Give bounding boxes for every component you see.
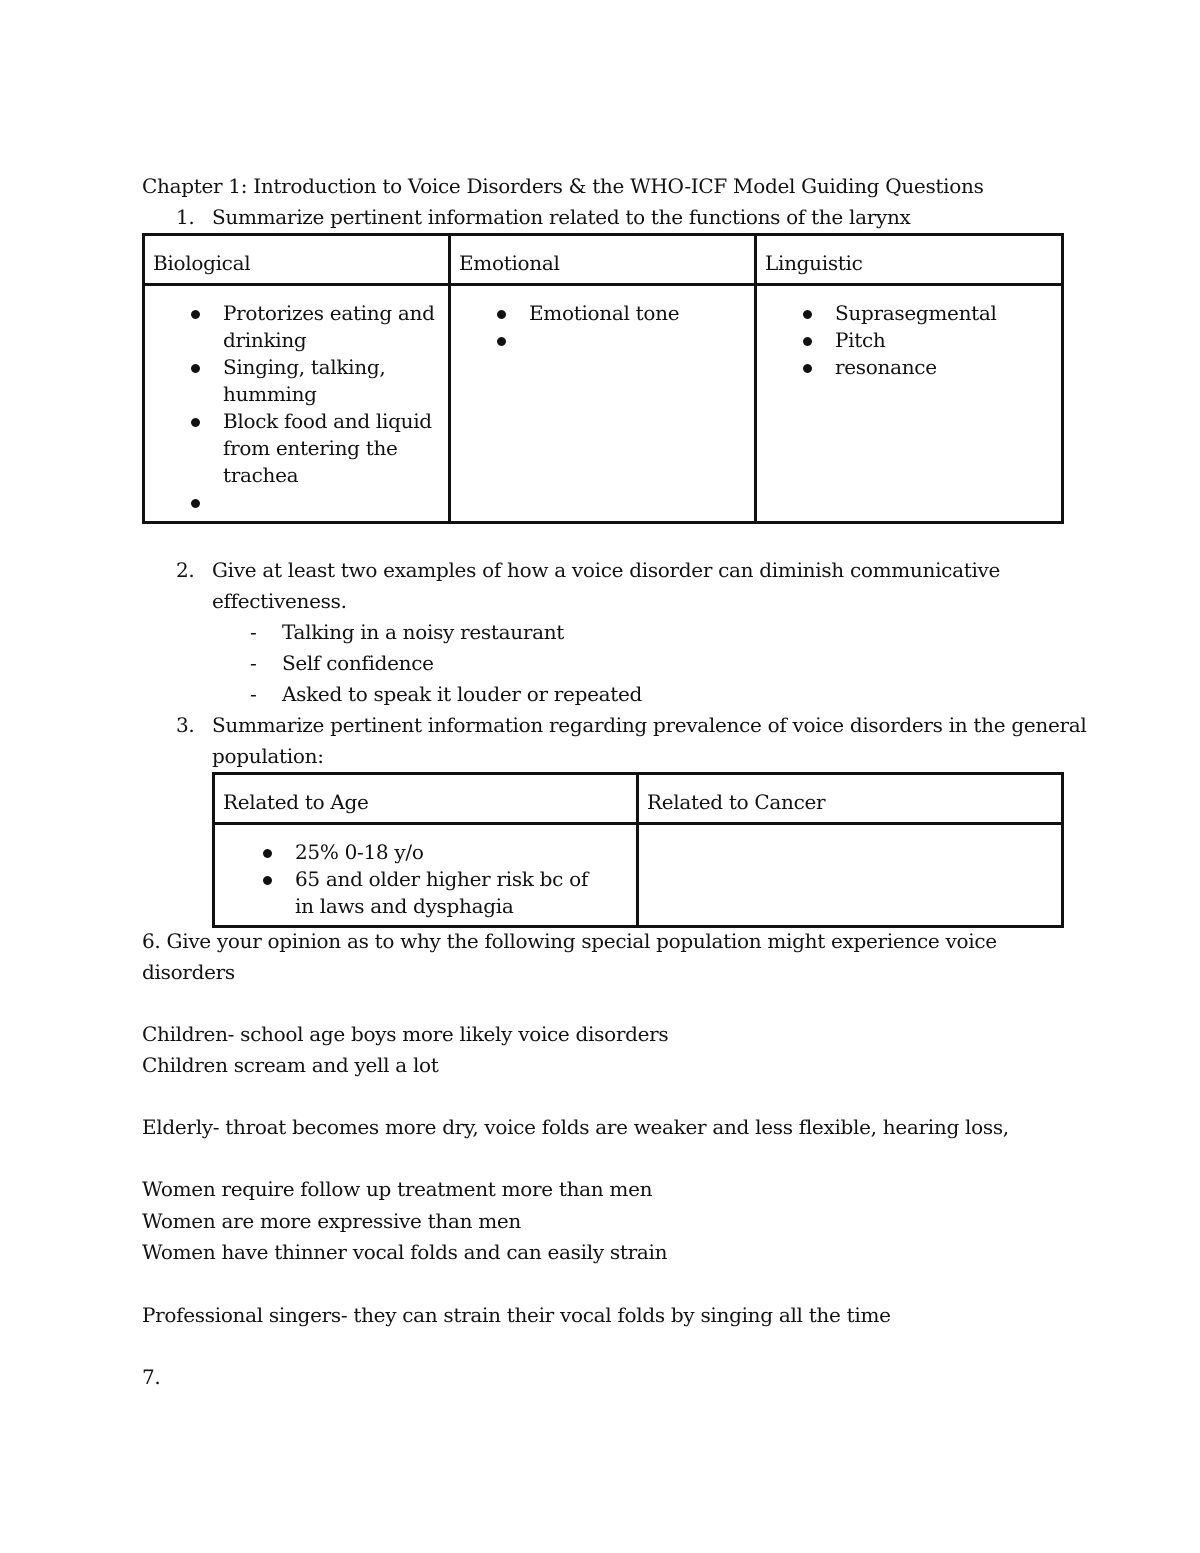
question-3-number: 3.	[176, 713, 195, 737]
header-emotional: Emotional	[450, 235, 756, 285]
linguistic-cell	[756, 285, 1063, 523]
header-related-to-cancer: Related to Cancer	[638, 774, 1063, 824]
bullet-icon	[191, 310, 200, 319]
dash-icon: -	[250, 682, 257, 706]
question-3-line-1: Summarize pertinent information regarding prevalence of voice disorders in the general	[212, 713, 1087, 737]
question-3-line-2: population:	[212, 744, 324, 768]
list-item: 65 and older higher risk bc of in laws and dysphagia	[215, 866, 606, 920]
list-item: Singing, talking, humming	[145, 354, 448, 408]
women-line-2: Women are more expressive than men	[142, 1209, 522, 1233]
bullet-icon	[191, 364, 200, 373]
question-7-number: 7.	[142, 1365, 161, 1389]
page-title: Chapter 1: Introduction to Voice Disorders & the WHO-ICF Model Guiding Questions	[142, 174, 984, 198]
age-cell	[214, 824, 638, 927]
biological-cell	[144, 285, 450, 523]
list-item: Suprasegmental	[757, 300, 1061, 327]
cancer-cell	[638, 824, 1063, 927]
list-item	[145, 489, 448, 516]
header-linguistic: Linguistic	[756, 235, 1063, 285]
prevalence-table	[212, 772, 1064, 928]
question-1-text: Summarize pertinent information related to the functions of the larynx	[212, 205, 911, 229]
list-item: Block food and liquid from entering the trachea	[145, 408, 448, 489]
emotional-cell	[450, 285, 756, 523]
header-biological: Biological	[144, 235, 450, 285]
dash-icon: -	[250, 620, 257, 644]
answer-item: Talking in a noisy restaurant	[282, 620, 565, 644]
bullet-icon	[497, 310, 506, 319]
list-item: resonance	[757, 354, 1061, 381]
list-item: Protorizes eating and drinking	[145, 300, 448, 354]
children-line-1: Children- school age boys more likely voice disorders	[142, 1022, 669, 1046]
bullet-icon	[191, 418, 200, 427]
bullet-icon	[263, 849, 272, 858]
question-2-line-1: Give at least two examples of how a voice disorder can diminish communicative	[212, 558, 1001, 582]
question-6-line-2: disorders	[142, 960, 235, 984]
list-item: 25% 0-18 y/o	[215, 839, 606, 866]
answer-item: Self confidence	[282, 651, 434, 675]
bullet-icon	[263, 876, 272, 885]
larynx-functions-table	[142, 233, 1064, 524]
bullet-icon	[803, 337, 812, 346]
elderly-line: Elderly- throat becomes more dry, voice folds are weaker and less flexible, hearing loss,	[142, 1115, 1009, 1139]
bullet-icon	[191, 499, 200, 508]
list-item: Emotional tone	[451, 300, 754, 327]
women-line-3: Women have thinner vocal folds and can easily strain	[142, 1240, 668, 1264]
dash-icon: -	[250, 651, 257, 675]
question-6-line-1: 6. Give your opinion as to why the following special population might experience voice	[142, 929, 997, 953]
header-related-to-age: Related to Age	[214, 774, 638, 824]
children-line-2: Children scream and yell a lot	[142, 1053, 439, 1077]
question-2-line-2: effectiveness.	[212, 589, 347, 613]
question-1-number: 1.	[176, 205, 195, 229]
women-line-1: Women require follow up treatment more than men	[142, 1177, 653, 1201]
answer-item: Asked to speak it louder or repeated	[282, 682, 643, 706]
bullet-icon	[497, 337, 506, 346]
bullet-icon	[803, 364, 812, 373]
bullet-icon	[803, 310, 812, 319]
list-item	[451, 327, 754, 354]
question-2-number: 2.	[176, 558, 195, 582]
singers-line: Professional singers- they can strain their vocal folds by singing all the time	[142, 1303, 891, 1327]
list-item: Pitch	[757, 327, 1061, 354]
